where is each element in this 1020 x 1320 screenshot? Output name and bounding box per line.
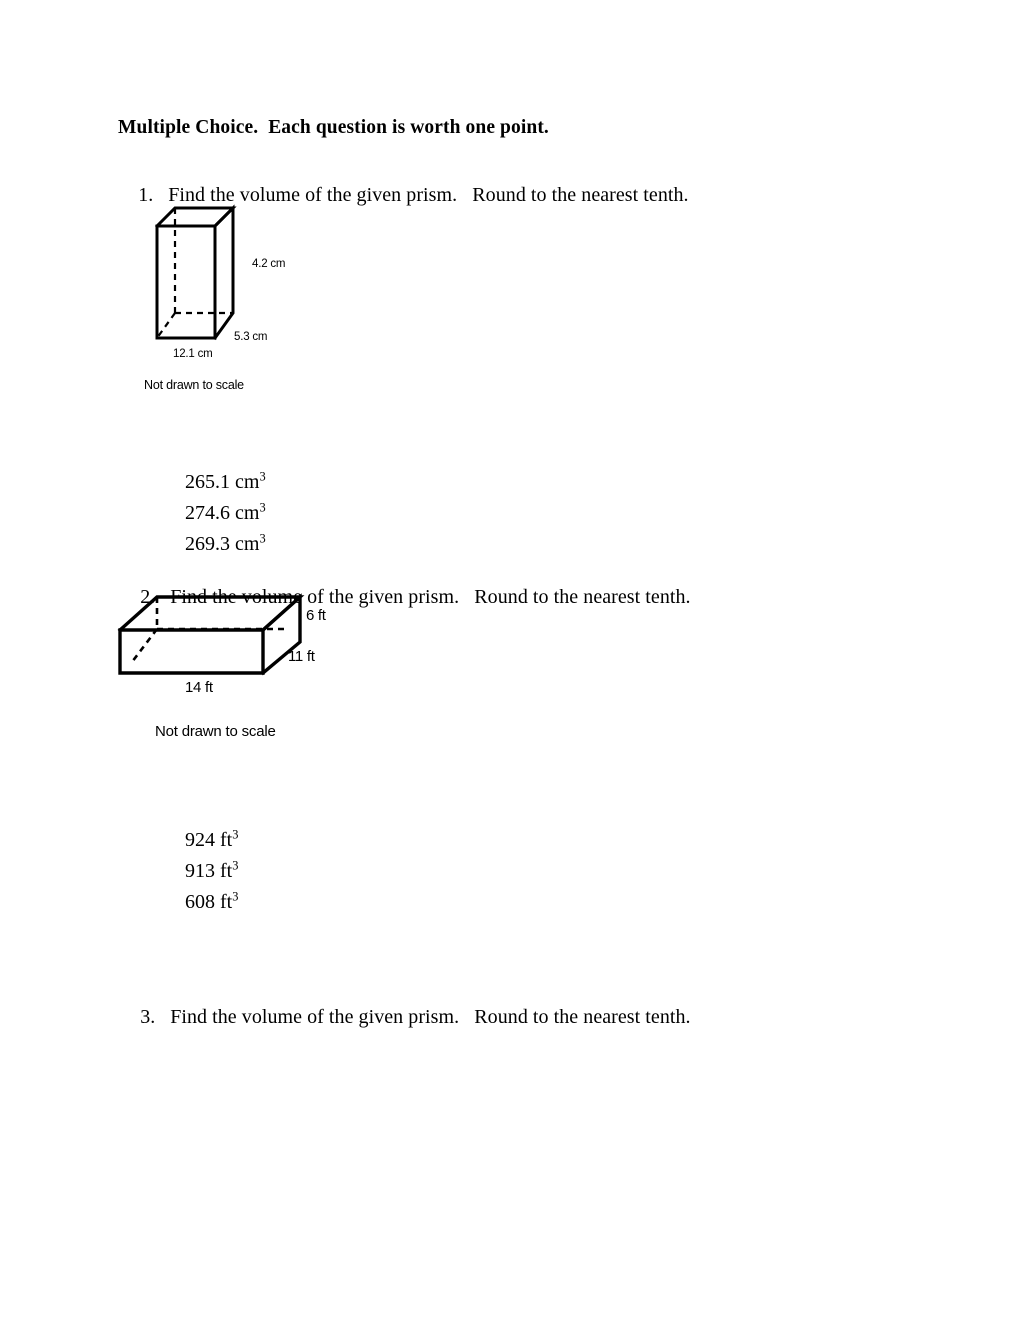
choice-value: 269.3 [185, 533, 230, 555]
figure-prism-2 [110, 585, 350, 695]
question-3-prompt [120, 983, 691, 1052]
choice-exponent: 3 [232, 889, 239, 904]
choice-value: 265.1 [185, 471, 230, 493]
prism-1-caption: Not drawn to scale [144, 378, 244, 392]
prism-2-width-label: 14 ft [185, 679, 213, 696]
prism-1-visible-edges [157, 208, 233, 338]
choice-unit: ft [220, 860, 233, 882]
choice-exponent: 3 [232, 858, 239, 873]
page-title: Multiple Choice. Each question is worth one point. [118, 117, 549, 138]
prism-2-height-label: 6 ft [306, 607, 326, 624]
question-2-choices [155, 794, 239, 913]
choice-unit: ft [220, 829, 233, 851]
prism-2-caption: Not drawn to scale [155, 723, 276, 740]
choice-exponent: 3 [232, 827, 239, 842]
choice-unit: cm [235, 502, 260, 524]
choice-value: 913 [185, 860, 215, 882]
choice-exponent: 3 [259, 469, 266, 484]
prism-1-height-label: 4.2 cm [252, 258, 286, 270]
question-3-text: Find the volume of the given prism. Round to the nearest tenth. [170, 1006, 691, 1028]
question-3-number: 3. [140, 1006, 156, 1028]
choice-unit: cm [235, 471, 260, 493]
prism-2-visible-edges [120, 597, 300, 673]
choice-unit: ft [220, 891, 233, 913]
question-1-text: Find the volume of the given prism. Round to the nearest tenth. [168, 184, 689, 206]
question-2-number: 2. [140, 586, 156, 608]
question-2-text: Find the volume of the given prism. Round to the nearest tenth. [170, 586, 691, 608]
choice-item[interactable] [155, 794, 239, 851]
question-1-number: 1. [138, 184, 154, 206]
prism-1-depth-label: 5.3 cm [234, 331, 268, 343]
question-1-choices [155, 436, 266, 555]
figure-prism-1 [130, 195, 286, 360]
choice-exponent: 3 [259, 500, 266, 515]
choice-value: 924 [185, 829, 215, 851]
prism-2-drawing [110, 585, 350, 695]
prism-2-depth-label: 11 ft [288, 648, 315, 665]
choice-unit: cm [235, 533, 260, 555]
choice-item[interactable] [155, 436, 266, 493]
choice-value: 274.6 [185, 502, 230, 524]
choice-value: 608 [185, 891, 215, 913]
prism-1-width-label: 12.1 cm [173, 348, 213, 360]
choice-exponent: 3 [259, 531, 266, 546]
